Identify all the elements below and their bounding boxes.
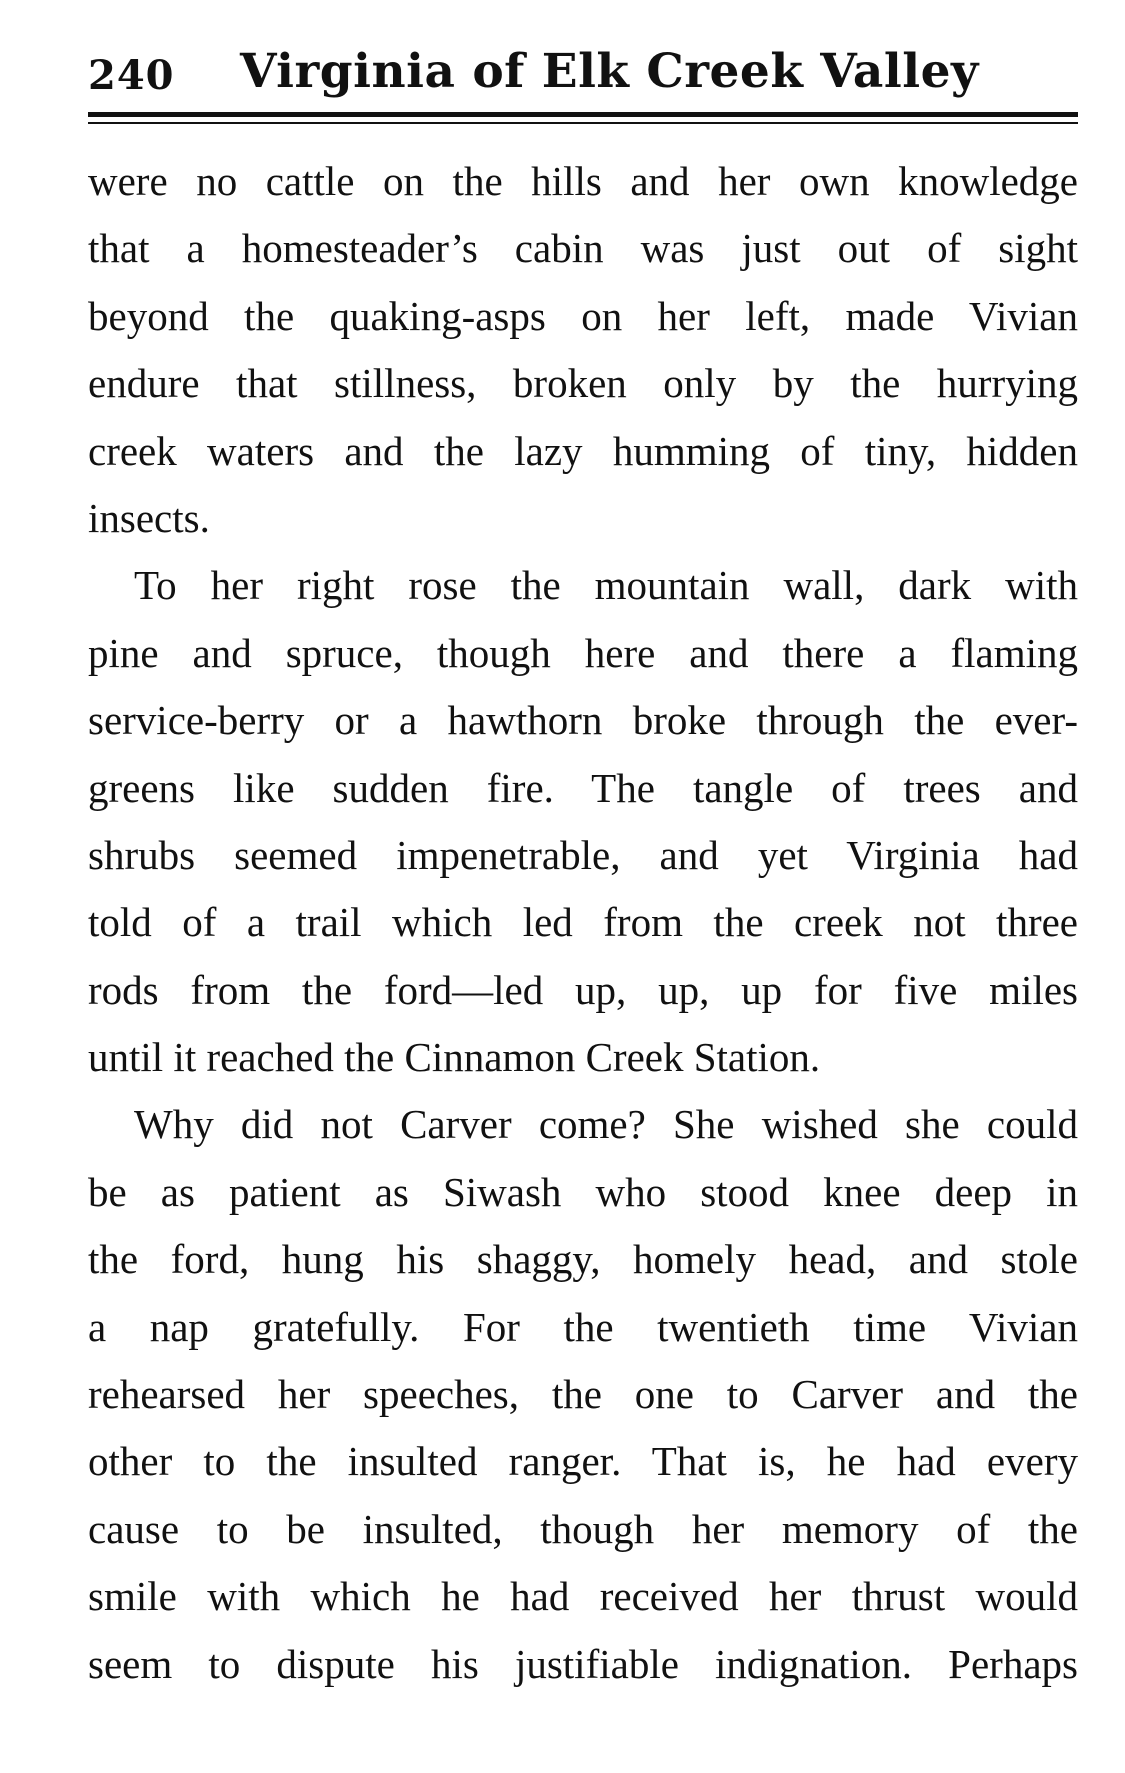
text-line: rehearsed her speeches, the one to Carver and the	[88, 1371, 1078, 1418]
text-line: cause to be insulted, though her memory of the	[88, 1505, 1078, 1552]
text-line: pine and spruce, though here and there a flaming	[88, 629, 1078, 676]
text-line: that a homesteader’s cabin was just out of sight	[88, 225, 1078, 272]
paragraph-continued	[88, 148, 1078, 552]
header-rule-thick	[88, 112, 1078, 117]
text-line: be as patient as Siwash who stood knee deep in	[88, 1168, 1078, 1215]
page-header	[88, 42, 1078, 108]
text-line: seem to dispute his justifiable indignation. Perhaps	[88, 1640, 1078, 1687]
text-line: smile with which he had received her thrust would	[88, 1573, 1078, 1620]
text-line: beyond the quaking-asps on her left, made Vivian	[88, 292, 1078, 339]
text-line: endure that stillness, broken only by the hurrying	[88, 360, 1078, 407]
text-line: other to the insulted ranger. That is, he had every	[88, 1438, 1078, 1485]
text-line: To her right rose the mountain wall, dark with	[134, 562, 1078, 609]
text-line: rods from the ford—led up, up, up for five miles	[88, 966, 1078, 1013]
text-line: a nap gratefully. For the twentieth time Vivian	[88, 1303, 1078, 1350]
text-line: the ford, hung his shaggy, homely head, and stole	[88, 1236, 1078, 1283]
text-line: until it reached the Cinnamon Creek Station.	[88, 1034, 821, 1081]
text-line: Why did not Carver come? She wished she could	[134, 1101, 1078, 1148]
text-line: service-berry or a hawthorn broke through the ever-	[88, 697, 1078, 744]
paragraph-mountain-wall	[88, 552, 1078, 1091]
text-line: insects.	[88, 494, 210, 541]
text-line: told of a trail which led from the creek not three	[88, 899, 1078, 946]
body-text	[88, 148, 1078, 1698]
running-title: Virginia of Elk Creek Valley	[240, 44, 979, 99]
text-line: greens like sudden fire. The tangle of trees and	[88, 764, 1078, 811]
text-line: were no cattle on the hills and her own knowledge	[88, 158, 1078, 204]
page-number: 240	[88, 52, 175, 99]
text-line: shrubs seemed impenetrable, and yet Virginia had	[88, 831, 1078, 878]
text-line: creek waters and the lazy humming of tiny, hidden	[88, 427, 1078, 474]
paragraph-carver	[88, 1091, 1078, 1698]
header-rule-thin	[88, 122, 1078, 124]
